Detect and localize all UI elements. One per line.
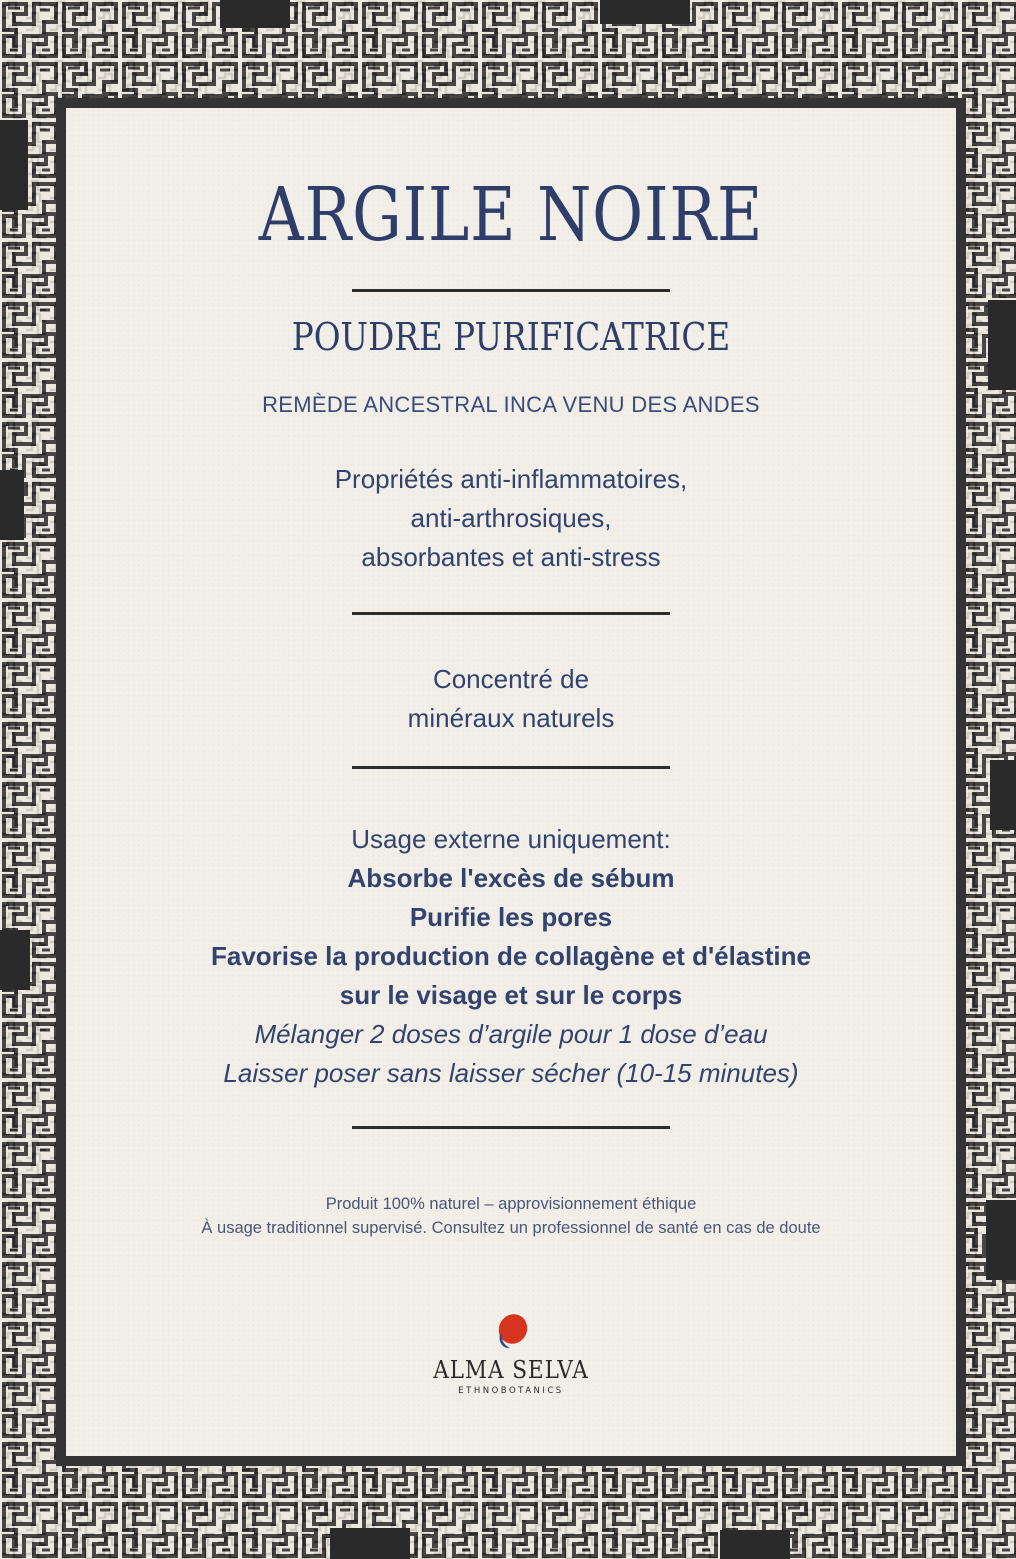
brand-tagline: ETHNOBOTANICS [458, 1386, 564, 1396]
divider [352, 289, 670, 292]
properties-line: Propriétés anti-inflammatoires, [334, 464, 688, 494]
minerals-block [66, 660, 956, 738]
disclaimer [66, 1192, 956, 1240]
divider [352, 766, 670, 769]
properties-line: anti-arthrosiques, [410, 503, 612, 533]
usage-block [66, 820, 956, 1093]
minerals-line: minéraux naturels [407, 703, 615, 733]
properties-block [66, 460, 956, 577]
label-panel [66, 108, 956, 1456]
usage-benefit: Purifie les pores [409, 902, 613, 932]
usage-benefit: Favorise la production de collagène et d'élastine [210, 941, 811, 971]
brand-name: ALMA SELVA [433, 1356, 589, 1384]
product-tagline: REMÈDE ANCESTRAL INCA VENU DES ANDES [262, 392, 760, 417]
usage-benefit: Absorbe l'excès de sébum [347, 863, 675, 893]
usage-instruction: Mélanger 2 doses d’argile pour 1 dose d’eau [254, 1019, 768, 1049]
seed-logo-icon [491, 1312, 531, 1352]
disclaimer-line: À usage traditionnel supervisé. Consultez un professionnel de santé en cas de doute [201, 1219, 821, 1237]
brand-logo [411, 1312, 611, 1396]
disclaimer-line: Produit 100% naturel – approvisionnement éthique [325, 1195, 697, 1213]
product-title: ARGILE NOIRE [258, 172, 764, 258]
usage-intro: Usage externe uniquement: [351, 824, 671, 854]
usage-instruction: Laisser poser sans laisser sécher (10-15 minutes) [223, 1058, 799, 1088]
minerals-line: Concentré de [432, 664, 590, 694]
usage-benefit: sur le visage et sur le corps [339, 980, 683, 1010]
divider [352, 612, 670, 615]
properties-line: absorbantes et anti-stress [361, 542, 661, 572]
product-subtitle: POUDRE PURIFICATRICE [291, 315, 731, 359]
label-frame [56, 98, 966, 1466]
divider [352, 1126, 670, 1129]
